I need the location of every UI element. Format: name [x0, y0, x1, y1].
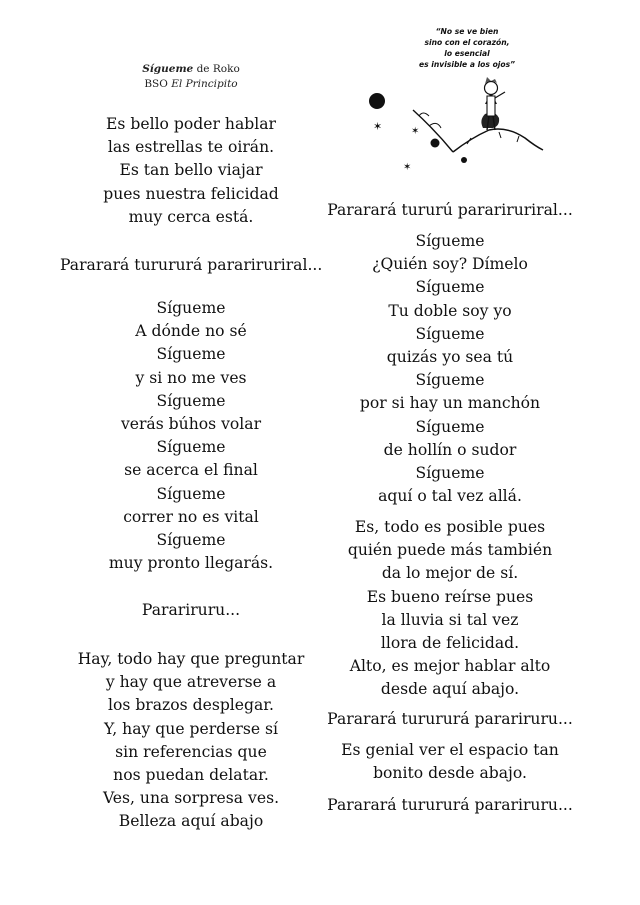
lyric-line: Sígueme: [415, 324, 485, 343]
stanza: [325, 516, 575, 702]
song-title: Sígueme: [142, 63, 194, 75]
song-title-line: [60, 62, 322, 77]
lyric-line: nos puedan delatar.: [113, 766, 269, 785]
lyric-line: Pararará turururá parariruru...: [327, 710, 573, 728]
lyric-line: Sígueme: [156, 391, 226, 410]
song-author: de Roko: [193, 63, 240, 75]
lyric-line: Es tan bello viajar: [119, 161, 263, 180]
little-prince-illustration: [359, 26, 543, 173]
quote-line: lo esencial: [444, 49, 490, 58]
lyric-line: la lluvia si tal vez: [381, 610, 519, 629]
lyric-line: y si no me ves: [135, 368, 247, 387]
lyric-line: se acerca el final: [124, 461, 258, 480]
lyric-line: Pararará turururá parariruru...: [327, 796, 573, 814]
lyric-line: y hay que atreverse a: [105, 673, 277, 692]
lyric-line: Sígueme: [415, 464, 485, 483]
lyric-line: las estrellas te oirán.: [107, 138, 275, 157]
lyric-line: Ves, una sorpresa ves.: [102, 789, 280, 808]
lyric-line: los brazos desplegar.: [107, 696, 275, 715]
film-title: El Principito: [171, 78, 238, 90]
lyric-line: Sígueme: [415, 417, 485, 436]
lyric-line: Hay, todo hay que preguntar: [77, 650, 305, 668]
stanza: [60, 599, 322, 622]
lyric-line: Sígueme: [156, 438, 226, 457]
lyric-line: Pararará tururú parariruriral...: [327, 201, 573, 219]
lyric-line: Sígueme: [415, 232, 485, 250]
lyric-line: muy pronto llegarás.: [108, 554, 274, 573]
lyric-line: sin referencias que: [115, 742, 267, 761]
lyric-line: desde aquí abajo.: [380, 680, 520, 699]
stanza: [325, 708, 575, 731]
stanza: [60, 297, 322, 575]
soundtrack-label: BSO: [144, 78, 172, 90]
lyric-line: Sígueme: [156, 299, 226, 317]
lyric-line: Sígueme: [415, 371, 485, 390]
svg-text:✶: ✶: [373, 120, 383, 133]
song-header: [60, 62, 322, 92]
stanza: [325, 230, 575, 508]
stanza: [325, 739, 575, 785]
lyric-line: Parariruru...: [141, 601, 241, 619]
lyric-line: Sígueme: [156, 484, 226, 503]
lyric-line: da lo mejor de sí.: [381, 564, 519, 583]
lyric-line: bonito desde abajo.: [373, 764, 527, 783]
soundtrack-line: [60, 77, 322, 92]
lyric-line: Sígueme: [415, 278, 485, 297]
lyric-line: Y, hay que perderse sí: [103, 719, 279, 738]
quote-line: sino con el corazón,: [424, 38, 510, 47]
lyric-line: verás búhos volar: [120, 415, 262, 434]
lyric-line: correr no es vital: [123, 507, 259, 526]
lyric-line: Pararará turururá parariruriral...: [60, 256, 323, 274]
lyric-line: aquí o tal vez allá.: [378, 487, 522, 506]
lyric-line: por si hay un manchón: [359, 394, 541, 413]
lyric-line: Es bello poder hablar: [106, 115, 276, 133]
lyric-line: quizás yo sea tú: [386, 348, 514, 367]
svg-text:✶: ✶: [403, 162, 412, 173]
quote-line: es invisible a los ojos”: [418, 60, 516, 69]
lyric-line: Sígueme: [156, 345, 226, 364]
stanza: [60, 254, 322, 277]
quote-line: “No se ve bien: [435, 27, 499, 36]
stanza: [325, 199, 575, 222]
stanza: [60, 648, 322, 834]
svg-text:✶: ✶: [411, 126, 420, 137]
lyric-line: Es, todo es posible pues: [354, 518, 546, 536]
lyric-line: Sígueme: [156, 531, 226, 550]
lyric-line: Alto, es mejor hablar alto: [349, 657, 551, 676]
lyric-line: ¿Quién soy? Dímelo: [372, 255, 528, 274]
lyric-line: Tu doble soy yo: [388, 301, 512, 320]
lyric-line: Belleza aquí abajo: [118, 812, 264, 831]
lyric-line: de hollín o sudor: [383, 440, 517, 459]
lyric-line: Es bueno reírse pues: [366, 587, 534, 606]
stanza: [60, 113, 322, 229]
stanza: [325, 794, 575, 817]
lyric-line: A dónde no sé: [135, 322, 247, 341]
lyric-line: llora de felicidad.: [380, 634, 520, 653]
lyric-line: pues nuestra felicidad: [103, 184, 279, 203]
lyric-line: muy cerca está.: [128, 207, 254, 226]
lyric-line: Es genial ver el espacio tan: [341, 741, 559, 759]
illustration-quote: [397, 26, 537, 70]
lyric-line: quién puede más también: [347, 541, 553, 560]
